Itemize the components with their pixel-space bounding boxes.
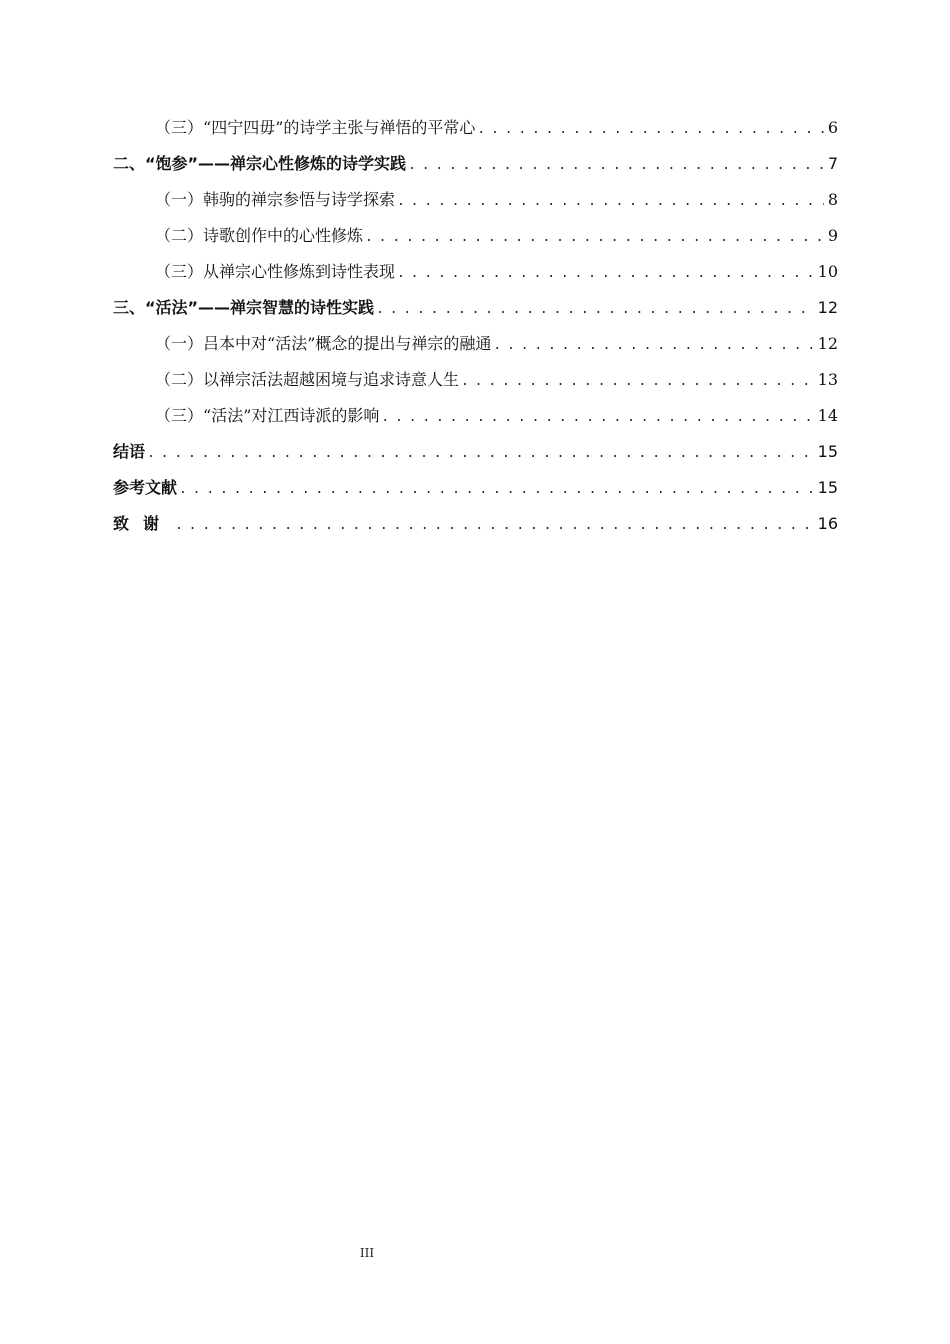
toc-entry[interactable] — [113, 398, 838, 434]
dot-leader — [376, 292, 816, 328]
toc-entry[interactable] — [113, 182, 838, 218]
toc-entry-title: 参考文献 — [113, 478, 178, 497]
dot-leader — [461, 364, 816, 400]
dot-leader — [477, 112, 824, 148]
toc-entry[interactable] — [113, 218, 838, 254]
toc-entry-title: “饱参”——禅宗心性修炼的诗学实践 — [145, 154, 407, 173]
toc-entry-number: （二） — [155, 370, 204, 389]
toc-entry[interactable] — [113, 326, 838, 362]
dot-leader — [408, 148, 824, 184]
toc-entry-title: 吕本中对“活法”概念的提出与禅宗的融通 — [203, 334, 492, 353]
toc-entry-page: 14 — [817, 406, 838, 425]
toc-entry-number: 二、 — [113, 154, 146, 173]
toc-entry[interactable] — [113, 290, 838, 326]
dot-leader — [179, 472, 816, 508]
toc-entry-page: 9 — [827, 226, 838, 245]
toc-entry-title: 以禅宗活法超越困境与追求诗意人生 — [203, 370, 460, 389]
toc-entry-page: 13 — [817, 370, 838, 389]
toc-entry-number: （三） — [155, 262, 204, 281]
toc-entry-page: 15 — [817, 442, 838, 461]
dot-leader — [397, 256, 816, 292]
toc-entry-title: 结语 — [113, 442, 146, 461]
toc-entry-page: 6 — [827, 118, 838, 137]
dot-leader — [397, 184, 824, 220]
toc-entry-page: 12 — [817, 334, 838, 353]
dot-leader — [365, 220, 824, 256]
toc-entry-page: 8 — [827, 190, 838, 209]
toc-entry-number: （三） — [155, 118, 204, 137]
toc-entry[interactable] — [113, 146, 838, 182]
toc-entry[interactable] — [113, 470, 838, 506]
dot-leader — [493, 328, 815, 364]
toc-entry[interactable] — [113, 254, 838, 290]
dot-leader — [381, 400, 815, 436]
table-of-contents — [113, 110, 838, 542]
toc-entry-title: 韩驹的禅宗参悟与诗学探索 — [203, 190, 396, 209]
toc-entry-page: 12 — [817, 298, 838, 317]
toc-entry-title: 诗歌创作中的心性修炼 — [203, 226, 364, 245]
toc-entry-title: “活法”——禅宗智慧的诗性实践 — [145, 298, 375, 317]
toc-entry-number: （三） — [155, 406, 204, 425]
toc-entry[interactable] — [113, 110, 838, 146]
toc-entry-page: 10 — [817, 262, 838, 281]
toc-entry-number: （一） — [155, 190, 204, 209]
toc-entry[interactable] — [113, 434, 838, 470]
toc-entry-page: 16 — [817, 514, 838, 533]
dot-leader — [147, 436, 816, 472]
toc-entry-number: （二） — [155, 226, 204, 245]
toc-entry-number: （一） — [155, 334, 204, 353]
toc-entry-title: “活法”对江西诗派的影响 — [203, 406, 380, 425]
page-number: III — [359, 1246, 375, 1260]
toc-entry-page: 7 — [827, 154, 838, 173]
toc-entry[interactable] — [113, 362, 838, 398]
toc-entry[interactable] — [113, 506, 838, 542]
toc-entry-title: “四宁四毋”的诗学主张与禅悟的平常心 — [203, 118, 476, 137]
toc-entry-page: 15 — [817, 478, 838, 497]
toc-entry-number: 三、 — [113, 298, 146, 317]
toc-entry-title: 致谢 — [113, 514, 174, 533]
dot-leader — [175, 508, 816, 544]
toc-entry-title: 从禅宗心性修炼到诗性表现 — [203, 262, 396, 281]
